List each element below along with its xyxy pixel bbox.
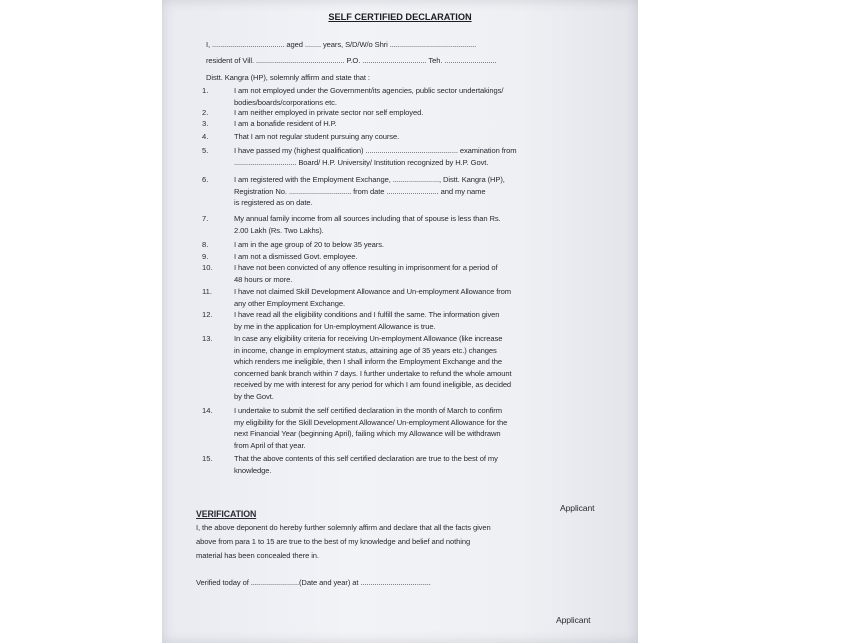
item-number: 7. <box>202 214 209 223</box>
item-number: 4. <box>202 132 209 141</box>
item-text-line: ............................... Board/ H.P. University/ Institution recognized by H.P. Govt. <box>234 157 489 167</box>
item-number: 12. <box>202 310 213 319</box>
item-number: 5. <box>202 146 209 155</box>
item-text-line: I have not claimed Skill Development Allowance and Un-employment Allowance from <box>234 287 512 296</box>
item-number: 8. <box>202 240 209 249</box>
item-text-line: I am in the age group of 20 to below 35 years. <box>234 240 384 249</box>
item-text-line: any other Employment Exchange. <box>234 298 345 308</box>
item-number: 3. <box>202 119 209 128</box>
item-text-line: in income, change in employment status, attaining age of 35 years etc.) changes <box>234 345 497 355</box>
item-text-line: I am not employed under the Government/its agencies, public sector undertakings/ <box>234 86 504 95</box>
item-number: 9. <box>202 252 209 261</box>
item-text-line: received by me with interest for any period for which I am found ineligible, as decided <box>234 380 512 389</box>
item-number: 1. <box>202 86 209 95</box>
verification-line-3: material has been concealed there in. <box>196 551 319 560</box>
item-text-line: my eligibility for the Skill Development Allowance/ Un-employment Allowance for the <box>234 417 508 427</box>
header-line-affirm: Distt. Kangra (HP), solemnly affirm and state that : <box>206 73 370 82</box>
item-number: 10. <box>202 263 213 272</box>
item-number: 6. <box>202 175 209 184</box>
item-number: 14. <box>202 406 213 415</box>
item-text-line: I am neither employed in private sector nor self employed. <box>234 108 424 117</box>
item-text-line: I undertake to submit the self certified declaration in the month of March to confirm <box>234 406 502 415</box>
item-text-line: I am not a dismissed Govt. employee. <box>234 252 358 261</box>
verification-line-1: I, the above deponent do hereby further solemnly affirm and declare that all the facts given <box>196 523 491 532</box>
item-text-line: next Financial Year (beginning April), failing which my Allowance will be withdrawn <box>234 429 501 438</box>
item-text-line: by the Govt. <box>234 391 274 401</box>
item-text-line: I have read all the eligibility conditions and I fulfill the same. The information given <box>234 310 500 319</box>
applicant-signature-label: Applicant <box>560 503 595 513</box>
item-text-line: Registration No. ............................... from date .......................... and my name <box>234 186 486 196</box>
item-text-line: knowledge. <box>234 465 272 475</box>
item-text-line: concerned bank branch within 7 days. I further undertake to refund the whole amount <box>234 368 512 378</box>
item-number: 2. <box>202 108 209 117</box>
item-text-line: 2.00 Lakh (Rs. Two Lakhs). <box>234 225 324 235</box>
item-number: 13. <box>202 334 213 343</box>
verified-date-line: Verified today of ........................(Date and year) at ................................... <box>196 578 431 587</box>
item-text-line: by me in the application for Un-employment Allowance is true. <box>234 321 436 331</box>
applicant-signature-label-bottom: Applicant <box>556 615 591 625</box>
item-number: 11. <box>202 287 212 296</box>
item-text-line: That I am not regular student pursuing any course. <box>234 132 400 141</box>
item-text-line: bodies/boards/corporations etc. <box>234 97 337 107</box>
item-text-line: I have not been convicted of any offence resulting in imprisonment for a period of <box>234 263 498 272</box>
item-text-line: which renders me ineligible, then I shall inform the Employment Exchange and the <box>234 357 503 366</box>
item-text-line: In case any eligibility criteria for receiving Un-employment Allowance (like increase <box>234 334 503 343</box>
item-text-line: from April of that year. <box>234 440 306 450</box>
item-text-line: 48 hours or more. <box>234 274 293 284</box>
verification-line-2: above from para 1 to 15 are true to the best of my knowledge and belief and nothing <box>196 537 471 546</box>
item-number: 15. <box>202 454 213 463</box>
header-line-address: resident of Vill. ............................................ P.O. ................................ Teh. .......................... <box>206 56 497 65</box>
item-text-line: That the above contents of this self certified declaration are true to the best of my <box>234 454 498 463</box>
document-page <box>162 0 638 643</box>
item-text-line: I have passed my (highest qualification) .............................................. examination from <box>234 146 517 155</box>
item-text-line: is registered as on date. <box>234 198 313 207</box>
document-title: SELF CERTIFIED DECLARATION <box>328 12 472 22</box>
item-text-line: My annual family income from all sources including that of spouse is less than Rs. <box>234 214 501 223</box>
header-line-name: I, .................................... aged ........ years, S/D/W/o Shri ........................................... <box>206 40 477 49</box>
item-text-line: I am registered with the Employment Exchange, ......................., Distt. Kangra (HP), <box>234 175 505 184</box>
verification-heading: VERIFICATION <box>196 509 257 519</box>
item-text-line: I am a bonafide resident of H.P. <box>234 119 337 128</box>
